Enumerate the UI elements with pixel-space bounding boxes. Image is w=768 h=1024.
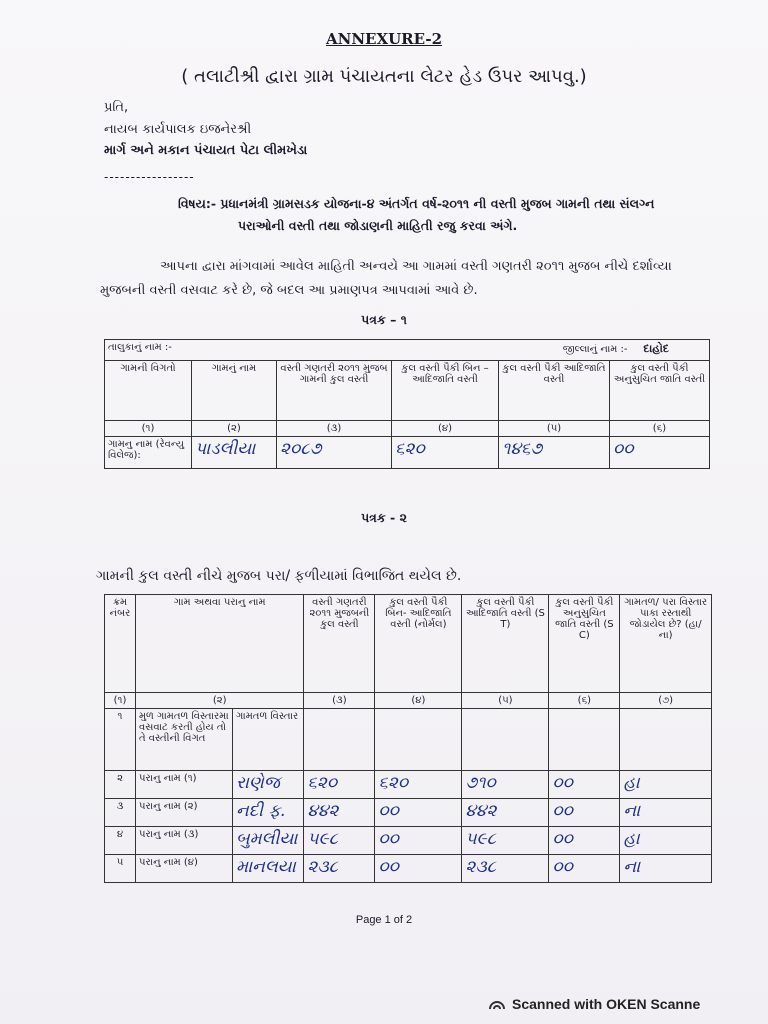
t1-header: વસ્તી ગણતરી ૨૦૧૧ મુજબ ગામની કુલ વસ્તી [277, 361, 392, 421]
st-population: ૭૧૦ [462, 771, 549, 799]
district-cell [392, 340, 710, 361]
form1-table [104, 339, 710, 469]
t2-num: (૨) [136, 693, 304, 709]
t2-num: (૬) [549, 693, 620, 709]
sc-population: ૦૦ [549, 855, 620, 883]
t1-num: (૫) [499, 421, 610, 437]
district-value: દાહોદ [643, 342, 669, 355]
road-connected: ના [620, 799, 712, 827]
hamlet-label: પરાનુ નામ (૩) [136, 827, 233, 855]
t2-num: (૧) [105, 693, 136, 709]
t1-row-label: ગામનુ નામ (રેવન્યુ વિલેજ): [105, 437, 192, 469]
t2-header: ક્રમ નંબર [105, 595, 136, 693]
form2-table [104, 594, 712, 883]
t2-header: કુલ વસ્તી પૈકી અનુસુચિત જાતિ વસ્તી (S C) [549, 595, 620, 693]
hamlet-name: માનલયા [233, 855, 304, 883]
t2-num: (૪) [375, 693, 462, 709]
sc-population: ૦૦ [549, 771, 620, 799]
t1-header: કુલ વસ્તી પૈકી બિન – આદિજાતિ વસ્તી [392, 361, 499, 421]
t1-header: ગામની વિગતો [105, 361, 192, 421]
intro-paragraph: આપના દ્વારા માંગવામાં આવેલ માહિતી અન્વયે આ ગામમાં વસ્તી ગણતરી ૨૦૧૧ મુજબ નીચે દર્શાવ્યા મુજબની વસ્તી વસવાટ કરે છે, જે બદલ આ પ્રમાણપત્ર આપવામાં આવે છે. [100, 259, 672, 298]
road-connected: હા [620, 771, 712, 799]
t2-header: કુલ વસ્તી પૈકી આદિજાતિ વસ્તી (S T) [462, 595, 549, 693]
district-label: જીલ્લાનું નામ :- [562, 344, 628, 355]
core-village-sub: ગામતળ વિસ્તાર [233, 709, 304, 771]
road-connected: હા [620, 827, 712, 855]
t2-header: કુલ વસ્તી પૈકી બિન- આદિજાતિ વસ્તી (નોર્મલ) [375, 595, 462, 693]
road-connected: ના [620, 855, 712, 883]
total-population: ૨૩૮ [304, 855, 375, 883]
t2-num: (૩) [304, 693, 375, 709]
subtitle: ( તલાટીશ્રી દ્વારા ગ્રામ પંચાયતના લેટર હેડ ઉપર આપવુ.) [181, 66, 587, 87]
subject-line-2: પરાઓની વસ્તી તથા જોડાણની માહિતી રજુ કરવા અંગે. [238, 218, 518, 233]
row-number: ૫ [105, 855, 136, 883]
row-number: ૪ [105, 827, 136, 855]
t1-num: (૪) [392, 421, 499, 437]
t1-num: (૨) [192, 421, 277, 437]
t1-header: કુલ વસ્તી પૈકી અનુસુચિત જાતિ વસ્તી [610, 361, 710, 421]
non-tribal-population: ૦૦ [375, 855, 462, 883]
page-number: Page 1 of 2 [355, 914, 413, 926]
table-row [105, 771, 712, 799]
subject-line-1: વિષય:- પ્રધાનમંત્રી ગ્રામસડક યોજના-૪ અંતર્ગત વર્ષ-૨૦૧૧ ની વસ્તી મુજબ ગામની તથા સંલગ્ન [178, 196, 655, 211]
total-population: ૨૦૮૭ [277, 437, 392, 469]
hamlet-label: પરાનુ નામ (૪) [136, 855, 233, 883]
taluka-label: તાલુકાનું નામ :- [105, 340, 392, 361]
t2-num: (૫) [462, 693, 549, 709]
st-population: ૪૪૨ [462, 799, 549, 827]
village-name: પાડલીયા [192, 437, 277, 469]
hamlet-name: બુમલીયા [233, 827, 304, 855]
table-row [105, 799, 712, 827]
sc-population: ૦૦ [549, 827, 620, 855]
scanner-watermark: Scanned with OKEN Scanne [512, 996, 701, 1012]
sc-population: ૦૦ [610, 437, 710, 469]
to-line: પ્રતિ, [104, 100, 129, 115]
addressee-office: માર્ગ અને મકાન પંચાયત પેટા લીમખેડા [104, 143, 308, 158]
scanner-logo-icon [488, 996, 506, 1010]
st-population: ૫૯૮ [462, 827, 549, 855]
t1-num: (૩) [277, 421, 392, 437]
addressee-title: નાયબ કાર્યપાલક ઇજનેરશ્રી [104, 122, 252, 137]
total-population: ૪૪૨ [304, 799, 375, 827]
hamlet-name: નદી ફ. [233, 799, 304, 827]
t2-header: ગામ અથવા પરાનુ નામ [136, 595, 304, 693]
t2-header: વસ્તી ગણતરી ૨૦૧૧ મુજબની કુલ વસ્તી [304, 595, 375, 693]
table-row [105, 827, 712, 855]
row-number: ૨ [105, 771, 136, 799]
non-tribal-population: ૦૦ [375, 799, 462, 827]
total-population: ૫૯૮ [304, 827, 375, 855]
table-row [105, 855, 712, 883]
t1-header: ગામનું નામ [192, 361, 277, 421]
st-population: ૨૩૮ [462, 855, 549, 883]
form2-intro: ગામની કુલ વસ્તી નીચે મુજબ પરા/ ફળીયામાં વિભાજિત થયેલ છે. [96, 568, 462, 584]
core-village-desc: મુળ ગામતળ વિસ્તારમા વસવાટ કરતી હોય તો તે વસ્તીની વિગત [136, 709, 233, 771]
row-number: ૩ [105, 799, 136, 827]
annexure-title: ANNEXURE-2 [325, 30, 443, 48]
divider-dashes: ----------------- [104, 170, 195, 184]
non-tribal-population: ૬૨૦ [392, 437, 499, 469]
form1-label: પત્રક – ૧ [361, 312, 407, 327]
hamlet-label: પરાનુ નામ (૨) [136, 799, 233, 827]
t1-header: કુલ વસ્તી પૈકી આદિજાતિ વસ્તી [499, 361, 610, 421]
non-tribal-population: ૬૨૦ [375, 771, 462, 799]
t1-num: (૬) [610, 421, 710, 437]
hamlet-name: રાણેજ [233, 771, 304, 799]
form2-label: પત્રક - ૨ [361, 510, 407, 525]
t2-num: (૭) [620, 693, 712, 709]
t2-header: ગામતળ/ પરા વિસ્તાર પાકા રસ્તાથી જોડાયેલ છે? (હા/ ના) [620, 595, 712, 693]
tribal-population: ૧૪૬૭ [499, 437, 610, 469]
t1-num: (૧) [105, 421, 192, 437]
sc-population: ૦૦ [549, 799, 620, 827]
row-number: ૧ [105, 709, 136, 771]
total-population: ૬૨૦ [304, 771, 375, 799]
hamlet-label: પરાનુ નામ (૧) [136, 771, 233, 799]
non-tribal-population: ૦૦ [375, 827, 462, 855]
subject [178, 193, 718, 237]
